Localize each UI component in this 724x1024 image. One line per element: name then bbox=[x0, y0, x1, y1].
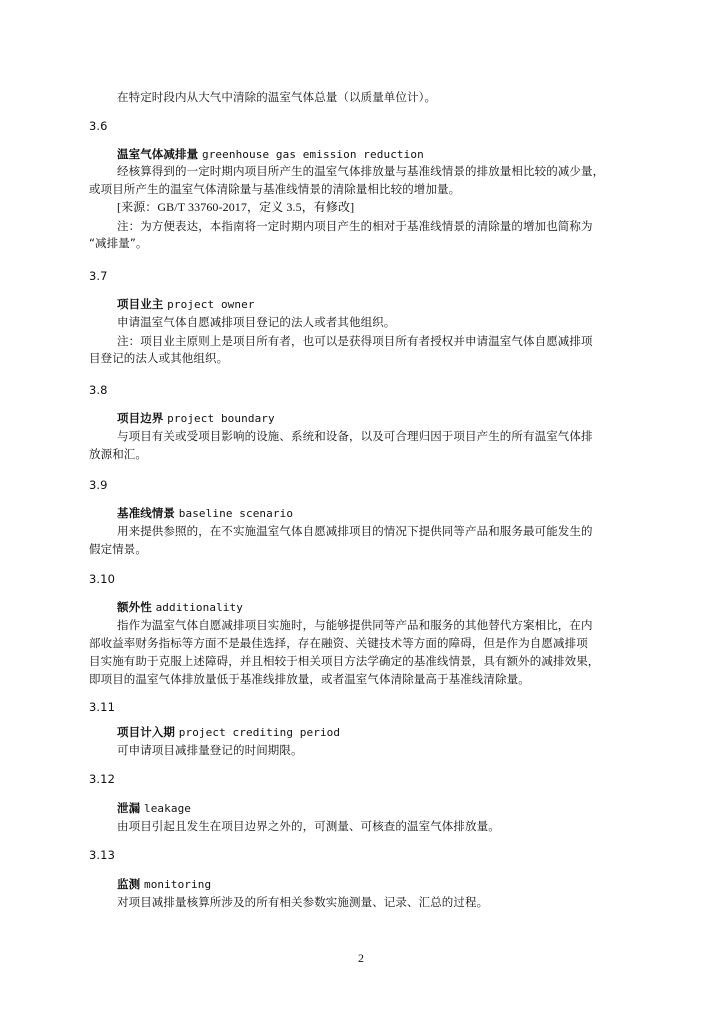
term-heading bbox=[117, 296, 255, 313]
term-zh: 项目边界 bbox=[117, 411, 164, 425]
body-text-line: 由项目引起且发生在项目边界之外的，可测量、可核查的温室气体排放量。 bbox=[117, 819, 500, 833]
body-text-line: 即项目的温室气体排放量低于基准线排放量，或者温室气体清除量高于基准线清除量。 bbox=[89, 672, 530, 686]
body-text-line: 与项目有关或受项目影响的设施、系统和设备，以及可合理归因于项目产生的所有温室气体排 bbox=[117, 429, 593, 443]
section-number: 3.12 bbox=[89, 772, 116, 786]
note-line: 注：项目业主原则上是项目所有者，也可以是获得项目所有者授权并申请温室气体自愿减排项 bbox=[117, 334, 593, 348]
term-en: monitoring bbox=[143, 878, 212, 891]
term-en: project owner bbox=[167, 298, 255, 311]
section-number: 3.7 bbox=[89, 269, 108, 283]
term-en: project crediting period bbox=[178, 726, 341, 739]
section-number: 3.8 bbox=[89, 383, 108, 397]
term-zh: 项目业主 bbox=[117, 297, 164, 311]
body-text-line: 在特定时段内从大气中清除的温室气体总量（以质量单位计）。 bbox=[117, 90, 437, 104]
term-zh: 泄漏 bbox=[117, 801, 141, 815]
term-heading bbox=[117, 876, 211, 893]
note-line: 目登记的法人或其他组织。 bbox=[89, 351, 229, 365]
note-line: 注：为方便表达，本指南将一定时期内项目产生的相对于基准线情景的清除量的增加也简称为 bbox=[117, 219, 593, 233]
term-heading bbox=[117, 724, 340, 741]
body-text-line: 用来提供参照的，在不实施温室气体自愿减排项目的情况下提供同等产品和服务最可能发生的 bbox=[117, 524, 593, 538]
body-text-line: 对项目减排量核算所涉及的所有相关参数实施测量、记录、汇总的过程。 bbox=[117, 895, 489, 909]
body-text-line: 假定情景。 bbox=[89, 542, 147, 556]
section-number: 3.13 bbox=[89, 848, 116, 862]
section-number: 3.11 bbox=[89, 700, 116, 714]
body-text-line: 指作为温室气体自愿减排项目实施时，与能够提供同等产品和服务的其他替代方案相比，在内 bbox=[117, 618, 593, 632]
page-number: 2 bbox=[358, 951, 365, 965]
section-number: 3.6 bbox=[89, 119, 108, 133]
term-en: additionality bbox=[155, 601, 243, 614]
body-text-line: 部收益率财务指标等方面不是最佳选择，存在融资、关键技术等方面的障碍，但是作为自愿减排项 bbox=[89, 636, 588, 650]
body-text-line: 放源和汇。 bbox=[89, 447, 147, 461]
body-text-line: 或项目所产生的温室气体清除量与基准线情景的清除量相比较的增加量。 bbox=[89, 182, 461, 196]
term-zh: 温室气体减排量 bbox=[117, 147, 199, 161]
term-heading bbox=[117, 800, 191, 817]
body-text-line: 可申请项目减排量登记的时间期限。 bbox=[117, 743, 303, 757]
term-zh: 额外性 bbox=[117, 600, 152, 614]
term-zh: 监测 bbox=[117, 877, 141, 891]
term-heading bbox=[117, 410, 275, 427]
section-number: 3.10 bbox=[89, 572, 116, 586]
term-zh: 基准线情景 bbox=[117, 506, 175, 520]
body-text-line: 目实施有助于克服上述障碍，并且相较于相关项目方法学确定的基准线情景，具有额外的减排效果， bbox=[89, 654, 600, 668]
term-heading bbox=[117, 505, 293, 522]
source-note: [来源：GB/T 33760-2017，定义 3.5，有修改] bbox=[117, 200, 355, 214]
term-en: leakage bbox=[143, 802, 192, 815]
term-heading bbox=[117, 599, 243, 616]
body-text-line: 经核算得到的一定时期内项目所产生的温室气体排放量与基准线情景的排放量相比较的减少量， bbox=[117, 164, 605, 178]
term-zh: 项目计入期 bbox=[117, 725, 175, 739]
note-line: “减排量”。 bbox=[89, 236, 148, 250]
term-en: greenhouse gas emission reduction bbox=[201, 148, 424, 161]
section-number: 3.9 bbox=[89, 478, 108, 492]
term-heading bbox=[117, 146, 424, 163]
term-en: project boundary bbox=[167, 412, 275, 425]
term-en: baseline scenario bbox=[178, 507, 294, 520]
body-text-line: 申请温室气体自愿减排项目登记的法人或者其他组织。 bbox=[117, 315, 396, 329]
